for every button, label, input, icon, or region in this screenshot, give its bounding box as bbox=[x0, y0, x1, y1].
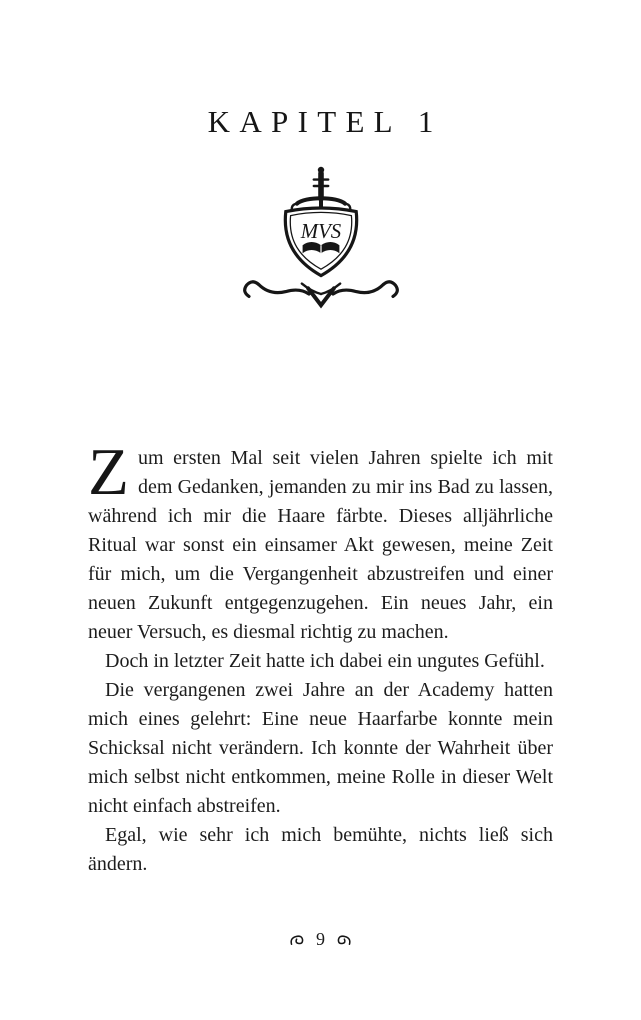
dropcap-letter: Z bbox=[88, 435, 129, 509]
sword-shield-book-icon bbox=[225, 162, 417, 322]
paragraph: Egal, wie sehr ich mich bemühte, nichts ließ sich ändern. bbox=[88, 824, 553, 875]
paragraph-text: um ersten Mal seit vielen Jahren spielte ich mit dem Gedanken, jemanden zu mir ins Bad zu lassen, während ich mir die Haare färbte. Dieses alljährliche Ritual war sonst ein einsamer Akt gewesen, meine Zeit für mich, um die Vergangenheit abzustreifen und einer neuen Zukunft entgegenzugehen. Ein neues Jahr, ein neuer Versuch, es diesmal richtig zu machen. bbox=[88, 447, 553, 643]
page-number: 9 bbox=[316, 929, 325, 949]
floral-curl-left-icon bbox=[289, 933, 306, 947]
wave-flourish bbox=[244, 282, 397, 305]
chapter-title: KAPITEL 1 bbox=[207, 104, 443, 139]
chapter-emblem bbox=[221, 162, 421, 322]
page-footer bbox=[0, 929, 641, 950]
paragraph bbox=[88, 435, 553, 647]
paragraph: Doch in letzter Zeit hatte ich dabei ein ungutes Gefühl. bbox=[105, 650, 545, 672]
chapter-text bbox=[88, 435, 553, 879]
floral-curl-right-icon bbox=[335, 933, 352, 947]
paragraph: Die vergangenen zwei Jahre an der Academy hatten mich eines gelehrt: Eine neue Haarfarbe konnte mein Schicksal nicht verändern. Ich konnte der Wahrheit über mich selbst nicht entkommen, meine Rolle in dieser Welt nicht einfach abstreifen. bbox=[88, 679, 553, 817]
emblem-monogram: MVS bbox=[300, 220, 341, 243]
